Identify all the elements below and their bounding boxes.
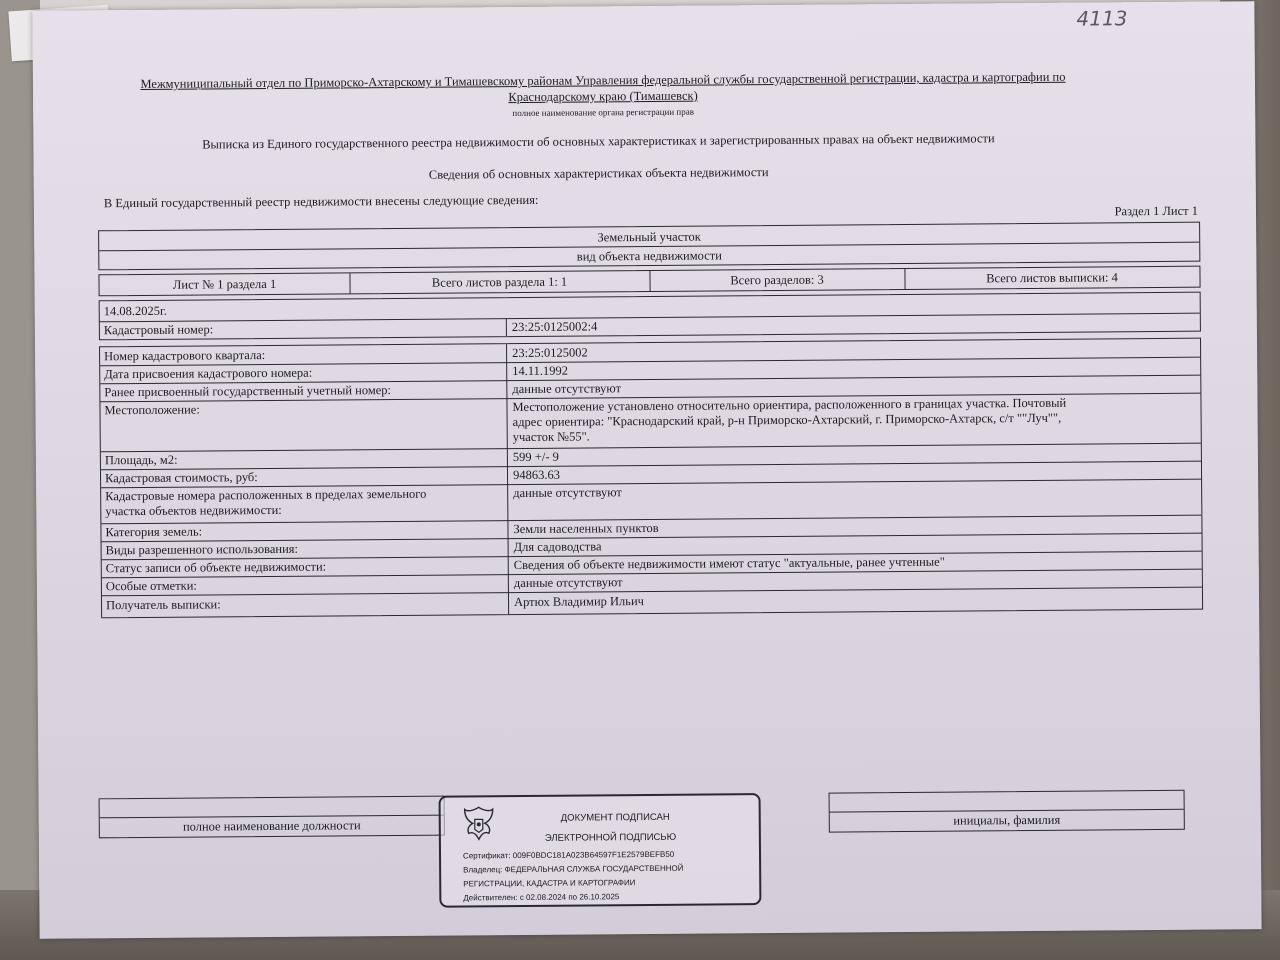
quarter-number-value: 23:25:0125002 [512,345,588,361]
divider [506,318,507,336]
stamp-title-2: ЭЛЕКТРОННОЙ ПОДПИСЬЮ [544,831,677,844]
stamp-owner-line-1: Владелец: ФЕДЕРАЛЬНАЯ СЛУЖБА ГОСУДАРСТВЕННОЙ [463,863,684,875]
intro-text: В Единый государственный реестр недвижимости внесены следующие сведения: [103,192,539,211]
cadastral-value-amount: 94863.63 [512,467,560,483]
stamp-certificate: Сертификат: 009F0BDC181A023B64597F1E2579BEFB50 [462,849,675,861]
sheet-info-row [98,266,1200,297]
handwritten-number: 4113 [1076,6,1128,31]
stamp-title-1: ДОКУМЕНТ ПОДПИСАН [560,811,670,824]
document-sheet [32,1,1261,939]
sheet-number: Лист № 1 раздела 1 [172,276,277,292]
land-category-label: Категория земель: [105,524,203,540]
organization-name: Межмуниципальный отдел по Приморско-Ахтарскому и Тимашевскому районам Управления федеральной службы государственной регистрации, кадастра и картографии по Краснодарскому краю (Тимашевск) [140,69,1066,105]
name-caption: инициалы, фамилия [953,812,1061,828]
total-sheets-extract: Всего листов выписки: 4 [986,270,1118,286]
previous-number-label: Ранее присвоенный государственный учетный номер: [104,383,392,400]
stamp-owner-line-2: РЕГИСТРАЦИИ, КАДАСТРА И КАРТОГРАФИИ [463,878,636,889]
special-notes-value: данные отсутствуют [513,575,623,591]
divider [100,313,1200,323]
position-caption: полное наименование должности [182,818,361,834]
area-value: 599 +/- 9 [512,449,559,465]
extract-title: Выписка из Единого государственного реестра недвижимости об основных характеристиках и зарегистрированных правах на объект недвижимости [202,131,995,152]
organization-caption: полное наименование органа регистрации прав [512,106,694,119]
extract-date: 14.08.2025г. [103,303,167,319]
permitted-use-label: Виды разрешенного использования: [105,541,299,558]
land-category-value: Земли населенных пунктов [513,520,659,537]
objects-within-value: данные отсутствуют [513,485,622,501]
quarter-number-label: Номер кадастрового квартала: [104,347,266,364]
record-status-label: Статус записи об объекте недвижимости: [105,559,327,576]
object-type-caption: вид объекта недвижимости [576,248,722,264]
recipient-label: Получатель выписки: [105,597,221,613]
location-label: Местоположение: [104,402,200,418]
total-sheets-section: Всего листов раздела 1: 1 [431,274,568,290]
permitted-use-value: Для садоводства [513,539,602,555]
location-value-line-1: Местоположение установлено относительно ориентира, расположенного в границах участка. Почтовый [512,395,1067,415]
stamp-validity: Действителен: с 02.08.2024 по 26.10.2025 [463,892,620,903]
section-title: Сведения об основных характеристиках объекта недвижимости [428,165,769,182]
assignment-date-value: 14.11.1992 [512,363,569,379]
name-signature-box [829,790,1185,833]
cadastral-value-label: Кадастровая стоимость, руб: [104,470,258,486]
record-status-value: Сведения об объекте недвижимости имеют статус "актуальные, ранее учтенные" [513,554,945,573]
electronic-signature-stamp [439,793,762,908]
location-value-line-2: адрес ориентира: "Краснодарский край, р-н Приморско-Ахтарский, г. Приморско-Ахтарск, с/т ""Луч"", [512,410,1062,430]
object-type: Земельный участок [597,229,701,245]
objects-within-label-line-2: участка объектов недвижимости: [105,502,282,519]
area-label: Площадь, м2: [104,452,178,468]
total-sections: Всего разделов: 3 [730,272,824,288]
sheet-reference: Раздел 1 Лист 1 [1114,203,1199,219]
position-signature-box [99,796,445,839]
assignment-date-label: Дата присвоения кадастрового номера: [104,365,313,382]
properties-table [99,338,1203,619]
objects-within-label-line-1: Кадастровые номера расположенных в пределах земельного [105,486,427,504]
previous-number-value: данные отсутствуют [512,381,622,397]
cadastral-number-label: Кадастровый номер: [103,322,214,338]
date-cadastral-box [99,292,1201,341]
location-value-line-3: участок №55". [512,429,590,445]
cadastral-number-value: 23:25:0125002:4 [511,319,598,335]
special-notes-label: Особые отметки: [105,578,197,594]
recipient-value: Артюх Владимир Ильич [513,594,644,610]
coat-of-arms-icon [459,803,499,843]
object-type-box [98,222,1200,271]
